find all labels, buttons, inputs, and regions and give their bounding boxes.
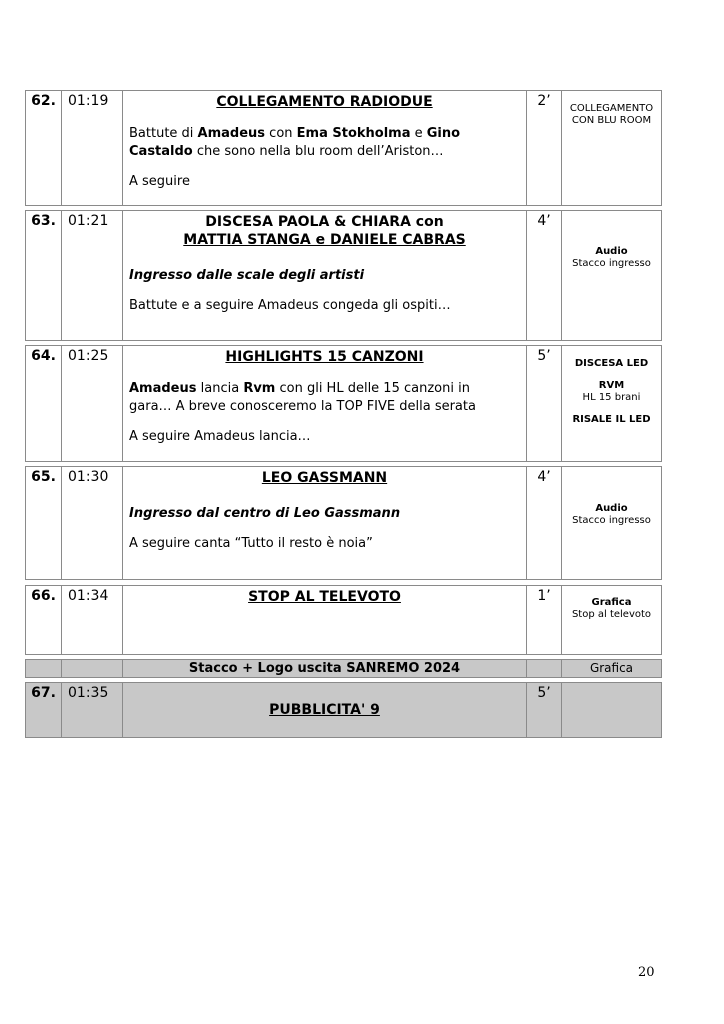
rundown-row-65	[25, 466, 662, 580]
row-number: 63.	[31, 213, 56, 229]
row-italic-note: Ingresso dal centro di Leo Gassmann	[129, 506, 401, 521]
row-number: 62.	[31, 93, 56, 109]
row-duration: 4’	[526, 467, 561, 579]
row-notes	[561, 683, 661, 737]
row-notes: Audio Stacco ingresso	[561, 211, 661, 340]
row-text-line: Amadeus lancia Rvm con gli HL delle 15 canzoni in	[129, 381, 470, 396]
row-text-line: gara… A breve conosceremo la TOP FIVE della serata	[129, 399, 476, 414]
row-text-line: A seguire canta “Tutto il resto è noia”	[129, 536, 373, 551]
row-text-line: A seguire	[129, 174, 190, 189]
row-notes: DISCESA LED RVM HL 15 brani RISALE IL LED	[561, 346, 661, 461]
row-time: 01:21	[61, 211, 122, 340]
row-notes: Audio Stacco ingresso	[561, 467, 661, 579]
row-time: 01:30	[61, 467, 122, 579]
row-text-line: Battute di Amadeus con Ema Stokholma e Gino	[129, 126, 461, 141]
row-italic-note: Ingresso dalle scale degli artisti	[129, 268, 365, 283]
row-title: MATTIA STANGA e DANIELE CABRAS	[183, 232, 466, 248]
row-time: 01:25	[61, 346, 122, 461]
row-duration: 2’	[526, 91, 561, 205]
row-title: COLLEGAMENTO RADIODUE	[216, 94, 433, 110]
row-content	[122, 467, 526, 579]
row-content	[122, 91, 526, 205]
row-title: LEO GASSMANN	[261, 470, 388, 486]
row-duration: 4’	[526, 211, 561, 340]
separator-row	[25, 659, 662, 678]
row-content	[122, 683, 526, 737]
row-title: PUBBLICITA' 9	[269, 702, 380, 718]
rundown-row-63	[25, 210, 662, 341]
row-title: HIGHLIGHTS 15 CANZONI	[225, 349, 424, 365]
row-title: DISCESA PAOLA & CHIARA con	[205, 214, 444, 230]
row-time: 01:35	[61, 683, 122, 737]
row-duration: 5’	[526, 683, 561, 737]
row-notes: COLLEGAMENTO CON BLU ROOM	[561, 91, 661, 205]
page-number: 20	[638, 965, 655, 980]
row-text-line: Castaldo che sono nella blu room dell’Ariston…	[129, 144, 444, 159]
rundown-row-64	[25, 345, 662, 462]
row-content	[122, 586, 526, 654]
row-number: 66.	[31, 588, 56, 604]
row-content	[122, 346, 526, 461]
row-title: STOP AL TELEVOTO	[248, 589, 401, 605]
row-number: 67.	[31, 685, 56, 701]
rundown-row-62	[25, 90, 662, 206]
row-duration: 1’	[526, 586, 561, 654]
rundown-row-66	[25, 585, 662, 655]
row-time: 01:19	[61, 91, 122, 205]
separator-title: Stacco + Logo uscita SANREMO 2024	[122, 660, 526, 677]
row-text-line: A seguire Amadeus lancia…	[129, 429, 311, 444]
separator-notes: Grafica	[561, 660, 661, 677]
row-number: 64.	[31, 348, 56, 364]
row-text-line: Battute e a seguire Amadeus congeda gli ospiti…	[129, 298, 451, 313]
row-content	[122, 211, 526, 340]
row-time: 01:34	[61, 586, 122, 654]
row-notes: Grafica Stop al televoto	[561, 586, 661, 654]
row-duration: 5’	[526, 346, 561, 461]
rundown-row-67	[25, 682, 662, 738]
row-number: 65.	[31, 469, 56, 485]
